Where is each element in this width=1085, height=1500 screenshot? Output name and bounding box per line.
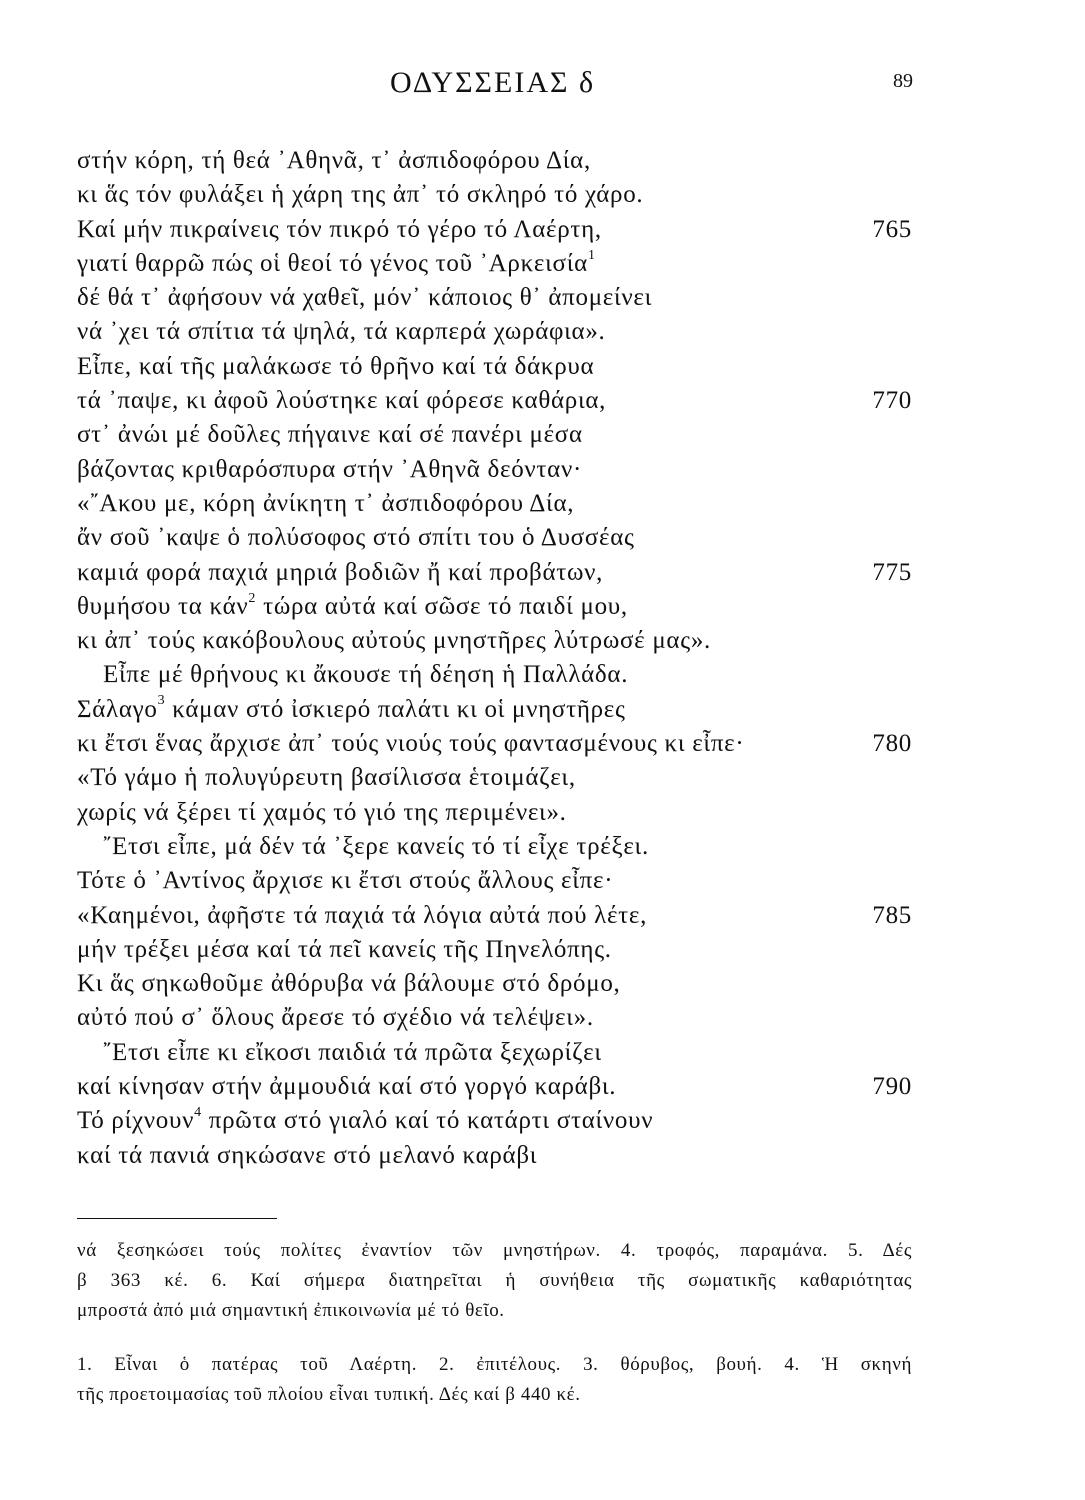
footnotes-continued xyxy=(77,1236,912,1326)
verse-words: Εἶπε μέ θρήνους κι ἄκουσε τή δέηση ἡ Παλλάδα. xyxy=(103,661,629,689)
verse-text xyxy=(77,864,613,898)
verse-text xyxy=(77,350,594,384)
verse-line xyxy=(0,178,1085,212)
verse-text xyxy=(77,590,628,624)
verse-text xyxy=(77,727,744,761)
verse-text xyxy=(77,796,567,830)
verse-line xyxy=(0,521,1085,555)
verse-words: ἄν σοῦ ᾿καψε ὁ πολύσοφος στό σπίτι του ὁ Δυσσέας xyxy=(77,524,635,552)
verse-words: βάζοντας κριθαρόσπυρα στήν ᾿Αθηνᾶ δεόνταν· xyxy=(77,455,582,483)
verse-words: ῎Ετσι εἶπε κι εἴκοσι παιδιά τά πρῶτα ξεχωρίζει xyxy=(103,1038,602,1066)
verse-text xyxy=(77,144,591,178)
verse-line xyxy=(0,487,1085,521)
verse-line xyxy=(0,418,1085,452)
verse-words: χωρίς νά ξέρει τί χαμός τό γιό της περιμένει». xyxy=(77,798,567,826)
verse-words: δέ θά τ᾿ ἀφήσουν νά χαθεῖ, μόν᾿ κάποιος θ᾿ ἀπομείνει xyxy=(77,284,653,312)
verse-line xyxy=(0,967,1085,1001)
verse-text xyxy=(103,658,628,692)
footnote-marker: 1 xyxy=(587,247,596,263)
verse-line xyxy=(0,796,1085,830)
verse-words: κι ἀπ᾿ τούς κακόβουλους αὐτούς μνηστῆρες λύτρωσέ μας». xyxy=(77,627,711,655)
verse-words: Εἶπε, καί τῆς μαλάκωσε τό θρῆνο καί τά δάκρυα xyxy=(77,352,595,380)
line-number: 785 xyxy=(872,901,912,929)
verse-words-continued: τώρα αὐτά καί σῶσε τό παιδί μου, xyxy=(256,592,628,620)
line-number: 780 xyxy=(872,730,912,758)
verse-text xyxy=(77,624,711,658)
running-title: ΟΔΥΣΣΕΙΑΣ δ xyxy=(390,66,596,99)
verse-line xyxy=(0,1139,1085,1173)
verse-line xyxy=(0,247,1085,281)
footnote-marker: 2 xyxy=(248,590,257,606)
verse-line xyxy=(0,1001,1085,1035)
verse-text xyxy=(77,1070,616,1104)
verse-words: καμιά φορά παχιά μηριά βοδιῶν ἤ καί προβάτων, xyxy=(77,558,604,586)
verse-line xyxy=(0,830,1085,864)
verse-text xyxy=(77,761,576,795)
footnote-line: τῆς προετοιμασίας τοῦ πλοίου εἶναι τυπική. Δές καί β 440 κέ. xyxy=(77,1384,581,1405)
verse-text xyxy=(77,556,603,590)
verse-words: στ᾿ ἀνώι μέ δοῦλες πήγαινε καί σέ πανέρι μέσα xyxy=(77,421,583,449)
verse-line xyxy=(0,1104,1085,1138)
line-number: 775 xyxy=(872,558,912,586)
verse-line xyxy=(0,453,1085,487)
verse-words: καί κίνησαν στήν ἀμμουδιά καί στό γοργό καράβι. xyxy=(77,1073,617,1101)
verse-text xyxy=(77,453,582,487)
verse-line xyxy=(0,658,1085,692)
verse-line xyxy=(0,727,1085,761)
line-number: 790 xyxy=(872,1073,912,1101)
verse-line xyxy=(0,933,1085,967)
verse-line xyxy=(0,144,1085,178)
verse-text xyxy=(77,315,606,349)
footnote-line: 1. Εἶναι ὁ πατέρας τοῦ Λαέρτη. 2. ἐπιτέλους. 3. θόρυβος, βουή. 4. Ἡ σκηνή xyxy=(77,1354,912,1375)
verse-words: κι ἅς τόν φυλάξει ἡ χάρη της ἀπ᾿ τό σκληρό τό χάρο. xyxy=(77,181,644,209)
verse-words: στήν κόρη, τή θεά ᾿Αθηνᾶ, τ᾿ ἀσπιδοφόρου Δία, xyxy=(77,147,591,174)
line-number: 765 xyxy=(872,215,912,243)
verse-line xyxy=(0,864,1085,898)
verse-words: ῎Ετσι εἶπε, μά δέν τά ᾿ξερε κανείς τό τί εἶχε τρέξει. xyxy=(103,832,649,860)
verse-line xyxy=(0,350,1085,384)
verse-words: τά ᾿παψε, κι ἀφοῦ λούστηκε καί φόρεσε καθάρια, xyxy=(77,387,607,415)
verse-words: καί τά πανιά σηκώσανε στό μελανό καράβι xyxy=(77,1141,538,1169)
verse-text xyxy=(77,487,574,521)
verse-words: αὐτό πού σ᾿ ὅλους ἄρεσε τό σχέδιο νά τελέψει». xyxy=(77,1004,594,1032)
verse-line xyxy=(0,315,1085,349)
verse-text xyxy=(77,521,635,555)
verse-words: Σάλαγο xyxy=(77,695,158,723)
verse-text xyxy=(77,247,596,281)
verse-text xyxy=(77,384,606,418)
verse-text xyxy=(77,899,647,933)
verse-line xyxy=(0,693,1085,727)
footnote-marker: 3 xyxy=(157,693,166,709)
verse-text xyxy=(77,1104,653,1138)
verse-line xyxy=(0,213,1085,247)
verse-line xyxy=(0,899,1085,933)
verse-text xyxy=(77,418,583,452)
verse-text xyxy=(77,1139,537,1173)
verse-words: νά ᾿χει τά σπίτια τά ψηλά, τά καρπερά χωράφια». xyxy=(77,318,606,346)
verse-line xyxy=(0,761,1085,795)
verse-words: θυμήσου τα κάν xyxy=(77,592,249,620)
verse-words-continued: κάμαν στό ἰσκιερό παλάτι κι οἱ μνηστῆρες xyxy=(165,695,626,723)
running-head xyxy=(0,62,1085,106)
verse-text xyxy=(77,967,620,1001)
verse-text xyxy=(103,1036,602,1070)
verse-line xyxy=(0,624,1085,658)
footnote-line: β 363 κέ. 6. Καί σήμερα διατηρεῖται ἡ συνήθεια τῆς σωματικῆς καθαριότητας xyxy=(77,1270,912,1291)
verse-text xyxy=(77,178,643,212)
page-number: 89 xyxy=(893,70,913,92)
verse-text xyxy=(77,281,652,315)
line-number: 770 xyxy=(872,387,912,415)
footnote-rule xyxy=(77,1218,277,1219)
verse-words: «῎Ακου με, κόρη ἀνίκητη τ᾿ ἀσπιδοφόρου Δία, xyxy=(77,489,575,517)
verse-words: «Καημένοι, ἀφῆστε τά παχιά τά λόγια αὐτά πού λέτε, xyxy=(77,901,648,929)
verse-text xyxy=(77,1001,594,1035)
verse-text xyxy=(77,933,612,967)
footnotes-page xyxy=(77,1350,912,1410)
verse-line xyxy=(0,590,1085,624)
verse-words: κι ἔτσι ἕνας ἄρχισε ἀπ᾿ τούς νιούς τούς φαντασμένους κι εἶπε· xyxy=(77,730,745,758)
verse-line xyxy=(0,1070,1085,1104)
verse-words: μήν τρέξει μέσα καί τά πεῖ κανείς τῆς Πηνελόπης. xyxy=(77,935,612,963)
verse-line xyxy=(0,281,1085,315)
verse-words: γιατί θαρρῶ πώς οἱ θεοί τό γένος τοῦ ᾿Αρκεισία xyxy=(77,249,588,277)
verse-words: Τότε ὁ ᾿Αντίνος ἄρχισε κι ἔτσι στούς ἄλλους εἶπε· xyxy=(77,867,614,895)
verse-words: «Τό γάμο ἡ πολυγύρευτη βασίλισσα ἑτοιμάζει, xyxy=(77,764,576,792)
verse-text xyxy=(77,213,602,247)
verse-line xyxy=(0,556,1085,590)
verse-line xyxy=(0,1036,1085,1070)
verse-words: Τό ρίχνουν xyxy=(77,1107,195,1135)
verse-words-continued: πρῶτα στό γιαλό καί τό κατάρτι σταίνουν xyxy=(201,1107,654,1135)
verse-text xyxy=(103,830,649,864)
poem-text xyxy=(0,144,1085,1173)
verse-words: Κι ἅς σηκωθοῦμε ἀθόρυβα νά βάλουμε στό δρόμο, xyxy=(77,970,621,998)
verse-text xyxy=(77,693,626,727)
footnote-line: νά ξεσηκώσει τούς πολίτες ἐναντίον τῶν μνηστήρων. 4. τροφός, παραμάνα. 5. Δές xyxy=(77,1240,912,1261)
verse-line xyxy=(0,384,1085,418)
verse-words: Καί μήν πικραίνεις τόν πικρό τό γέρο τό Λαέρτη, xyxy=(77,215,602,243)
footnote-line: μπροστά ἀπό μιά σημαντική ἐπικοινωνία μέ τό θεῖο. xyxy=(77,1300,505,1321)
footnote-marker: 4 xyxy=(194,1104,202,1120)
